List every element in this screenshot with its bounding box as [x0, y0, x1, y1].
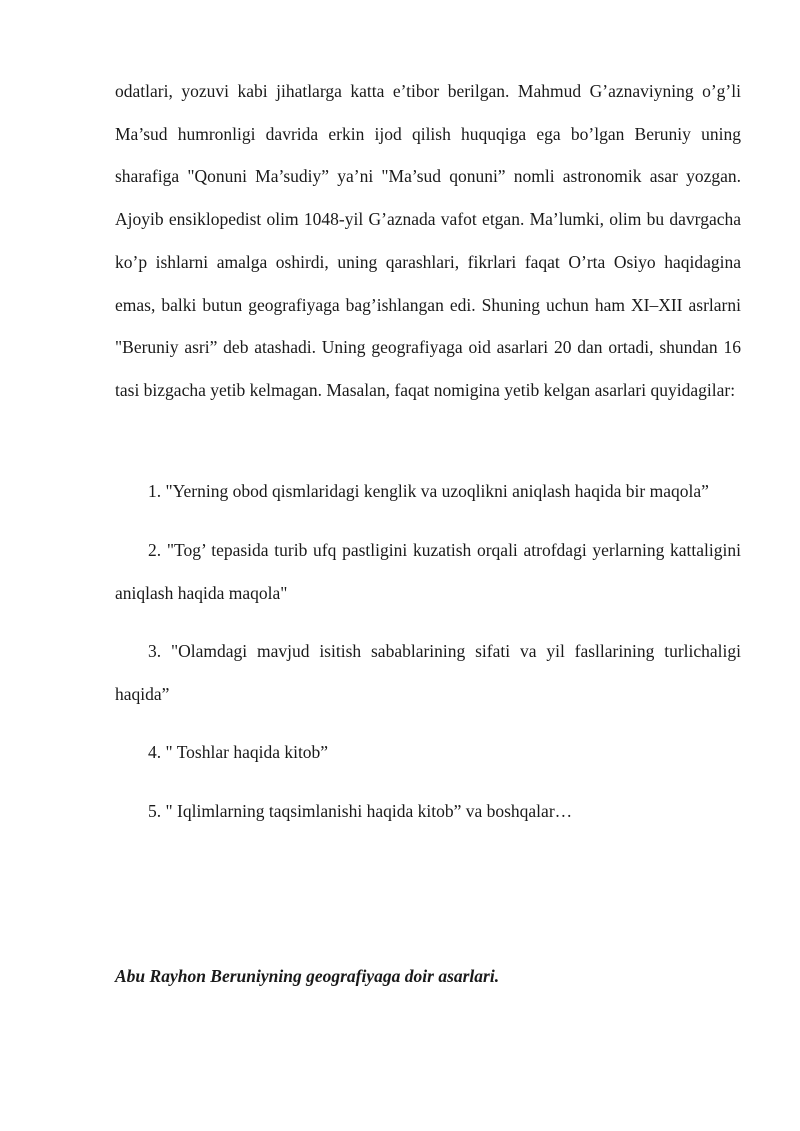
body-paragraph: odatlari, yozuvi kabi jihatlarga katta e’tibor berilgan. Mahmud G’aznaviyning o’g’li Ma’sud humronligi davrida erkin ijod qilish huquqiga ega bo’lgan Beruniy uning sharafiga "Qonuni Ma’sudiy” ya’ni "Ma’sud qonuni” nomli astronomik asar yozgan. Ajoyib ensiklopedist olim 1048-yil G’aznada vafot etgan. Ma’lumki, olim bu davrgacha ko’p ishlarni amalga oshirdi, uning qarashlari, fikrlari faqat O’rta Osiyo haqidagina emas, balki butun geografiyaga bag’ishlangan edi. Shuning uchun ham XI–XII asrlarni "Beruniy asri” deb atashadi. Uning geografiyaga oid asarlari 20 dan ortadi, shundan 16 tasi bizgacha yetib kelmagan. Masalan, faqat nomigina yetib kelgan asarlari quyidagilar: [115, 81, 741, 400]
list-item: 4. " Toshlar haqida kitob” [148, 742, 329, 762]
body-text [115, 70, 741, 412]
list-item: 1. "Yerning obod qismlaridagi kenglik va uzoqlikni aniqlash haqida bir maqola” [148, 481, 709, 501]
list-item: 5. " Iqlimlarning taqsimlanishi haqida kitob” va boshqalar… [148, 801, 573, 821]
list-item: 3. "Olamdagi mavjud isitish sabablarining sifati va yil fasllarining turlichaligi haqida” [115, 641, 741, 704]
section-heading: Abu Rayhon Beruniyning geografiyaga doir asarlari. [115, 966, 500, 986]
list-item: 2. "Tog’ tepasida turib ufq pastligini kuzatish orqali atrofdagi yerlarning kattaligini aniqlash haqida maqola" [115, 540, 741, 603]
works-list [115, 470, 741, 849]
